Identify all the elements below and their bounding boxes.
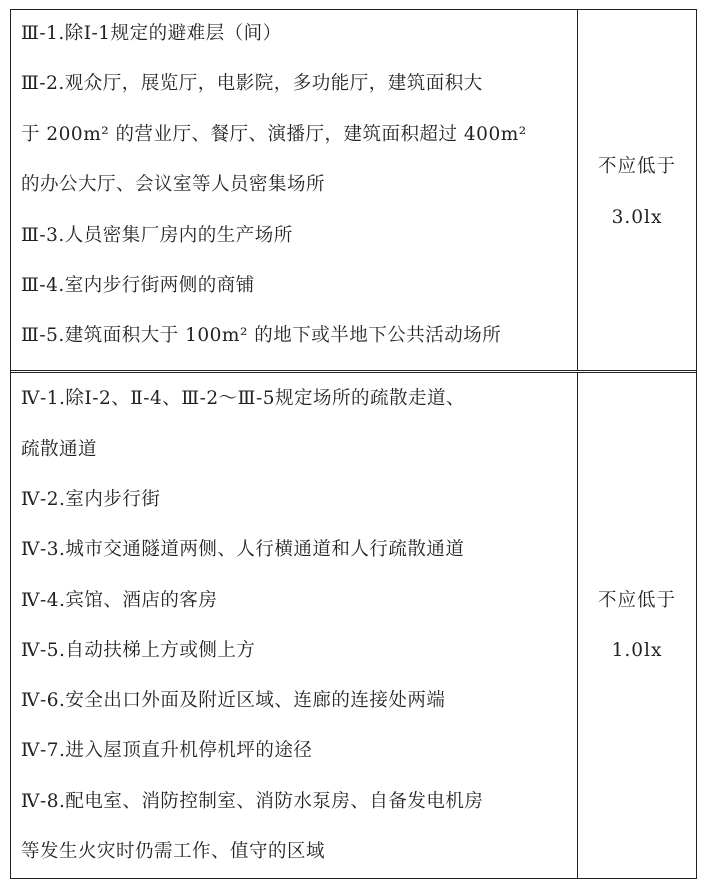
place-line: 于 200m² 的营业厅、餐厅、演播厅，建筑面积超过 400m² — [21, 124, 527, 145]
requirement-label: 不应低于 — [597, 156, 676, 177]
place-line: Ⅳ-5.自动扶梯上方或侧上方 — [21, 640, 256, 661]
place-line: Ⅲ-5.建筑面积大于 100m² 的地下或半地下公共活动场所 — [21, 325, 502, 346]
illuminance-cell — [578, 373, 696, 878]
place-line: Ⅳ-4.宾馆、酒店的客房 — [21, 590, 218, 611]
illuminance-table — [10, 9, 697, 879]
illuminance-cell — [578, 10, 696, 370]
place-line: Ⅲ-1.除Ⅰ-1规定的避难层（间） — [21, 23, 282, 44]
places-cell — [11, 373, 578, 878]
table-row-class-iv — [11, 373, 696, 878]
place-line: Ⅲ-3.人员密集厂房内的生产场所 — [21, 225, 293, 246]
place-line: Ⅳ-7.进入屋顶直升机停机坪的途径 — [21, 740, 313, 761]
place-line: 的办公大厅、会议室等人员密集场所 — [21, 174, 326, 195]
place-line: Ⅲ-2.观众厅，展览厅，电影院，多功能厅，建筑面积大 — [21, 73, 483, 94]
table-row-class-iii — [11, 10, 696, 373]
place-line: Ⅳ-3.城市交通隧道两侧、人行横通道和人行疏散通道 — [21, 539, 465, 560]
place-line: 疏散通道 — [21, 439, 98, 460]
places-cell — [11, 10, 578, 370]
place-line: Ⅳ-6.安全出口外面及附近区域、连廊的连接处两端 — [21, 690, 446, 711]
place-line: Ⅳ-1.除Ⅰ-2、Ⅱ-4、Ⅲ-2～Ⅲ-5规定场所的疏散走道、 — [21, 388, 466, 409]
place-line: Ⅳ-8.配电室、消防控制室、消防水泵房、自备发电机房 — [21, 791, 484, 812]
place-line: Ⅲ-4.室内步行街两侧的商铺 — [21, 275, 255, 296]
place-line: 等发生火灾时仍需工作、值守的区域 — [21, 841, 326, 862]
illuminance-value: 3.0lx — [611, 207, 663, 228]
illuminance-value: 1.0lx — [611, 640, 663, 661]
requirement-label: 不应低于 — [597, 590, 676, 611]
place-line: Ⅳ-2.室内步行街 — [21, 489, 161, 510]
